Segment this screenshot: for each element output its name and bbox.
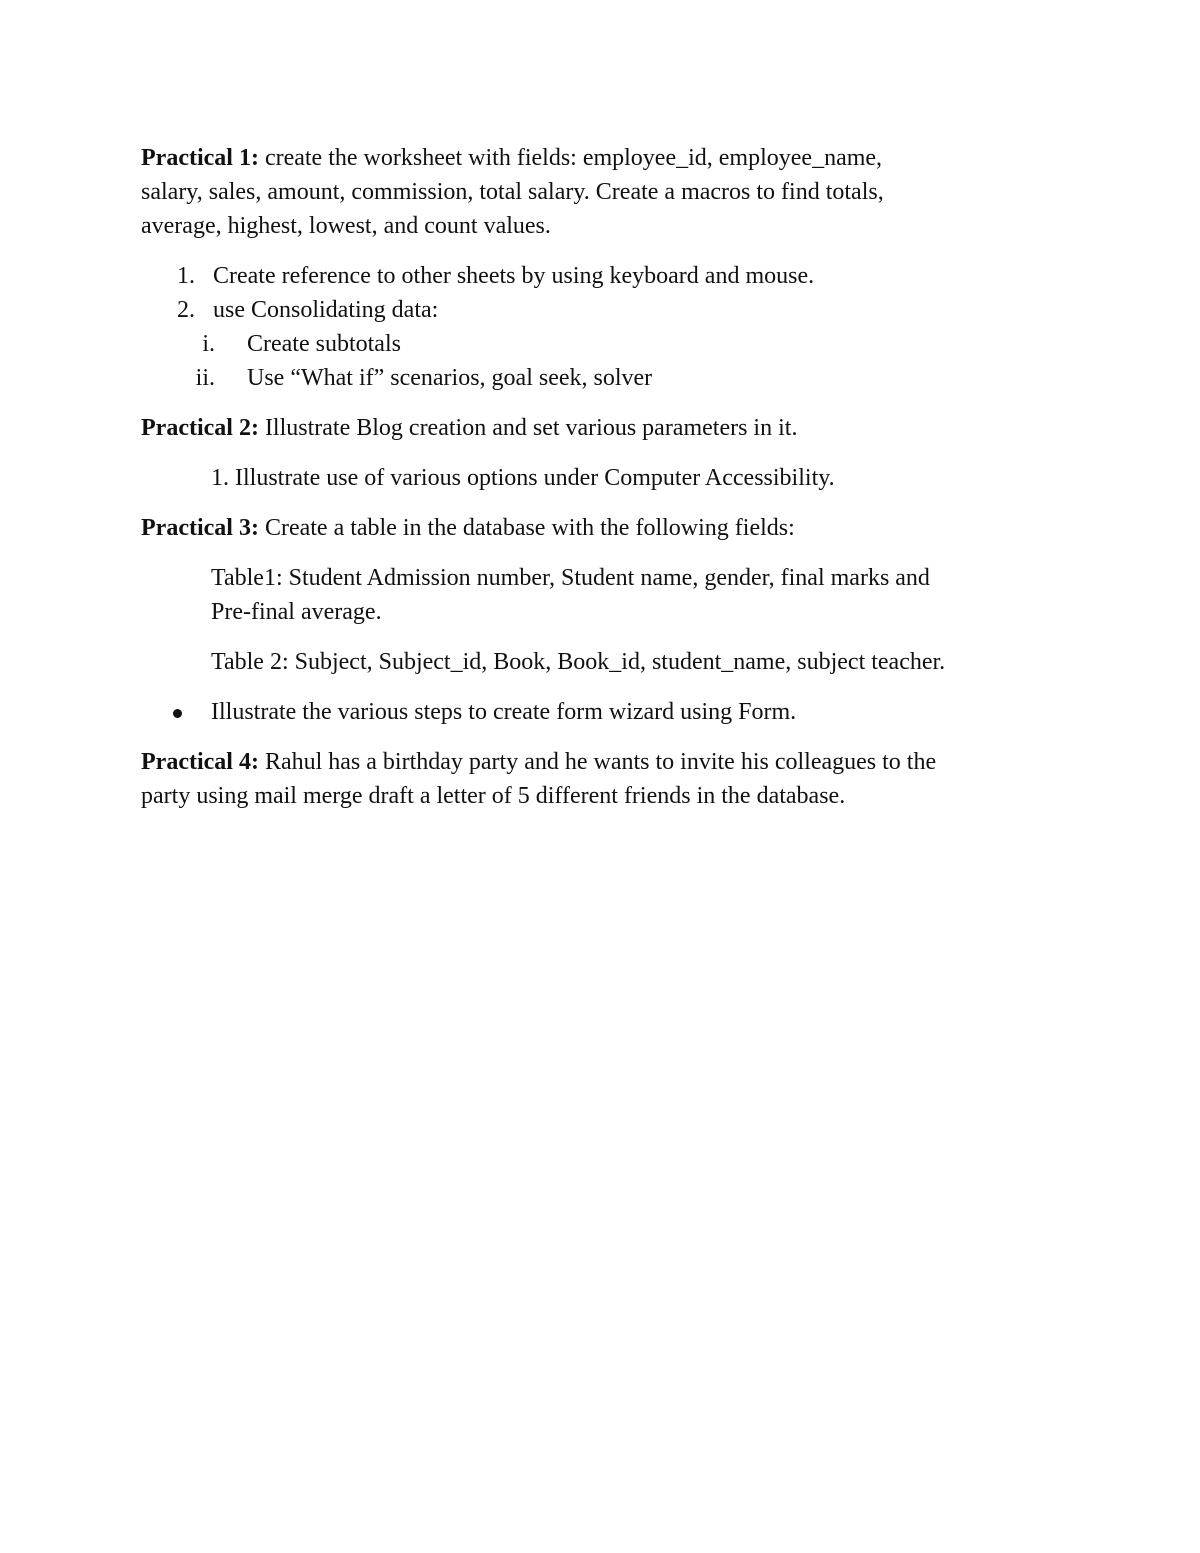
practical-1-line-2: salary, sales, amount, commission, total salary. Create a macros to find totals, [141, 179, 884, 205]
table-1-line-2: Pre-final average. [211, 599, 382, 625]
practical-4-line-2: party using mail merge draft a letter of 5 different friends in the database. [141, 783, 846, 809]
sub-list-item-number: i. [202, 331, 215, 357]
practical-1-list [141, 259, 1061, 395]
list-item-text: Create reference to other sheets by using keyboard and mouse. [213, 263, 815, 289]
practical-3-table-1 [141, 561, 1061, 629]
practical-1 [141, 141, 1061, 243]
practical-2-item-text: 1. Illustrate use of various options under Computer Accessibility. [211, 465, 835, 491]
document-content [141, 141, 1061, 829]
practical-4 [141, 745, 1061, 813]
practical-4-text-1: Rahul has a birthday party and he wants to invite his colleagues to the [264, 749, 937, 775]
table-2-line: Table 2: Subject, Subject_id, Book, Book_id, student_name, subject teacher. [211, 649, 946, 675]
practical-3-bullet [141, 695, 1061, 729]
practical-3 [141, 511, 1061, 545]
practical-1-line-3: average, highest, lowest, and count values. [141, 213, 551, 239]
practical-2-line [141, 411, 1061, 445]
practical-3-text: Create a table in the database with the following fields: [264, 515, 795, 541]
bullet-text: Illustrate the various steps to create form wizard using Form. [211, 699, 797, 725]
practical-2-item [141, 461, 1061, 495]
practical-4-line-1 [141, 745, 1061, 779]
practical-1-text-1: create the worksheet with fields: employee_id, employee_name, [264, 145, 883, 171]
sub-list-item-text: Create subtotals [247, 331, 401, 357]
bullet-icon [173, 709, 182, 718]
sub-list-item-text: Use “What if” scenarios, goal seek, solver [247, 365, 653, 391]
list-item [141, 259, 1061, 293]
practical-2 [141, 411, 1061, 445]
practical-3-line [141, 511, 1061, 545]
table-1-line-1: Table1: Student Admission number, Student name, gender, final marks and [211, 565, 930, 591]
sub-list-item [141, 327, 1061, 361]
practical-1-label: Practical 1: [141, 145, 259, 171]
sub-list-item [141, 361, 1061, 395]
practical-3-table-2 [141, 645, 1061, 679]
sub-list-item-number: ii. [195, 365, 215, 391]
list-item-number: 1. [177, 263, 195, 289]
practical-2-text: Illustrate Blog creation and set various parameters in it. [264, 415, 798, 441]
practical-3-label: Practical 3: [141, 515, 259, 541]
practical-1-line-1 [141, 141, 1061, 175]
list-item-text: use Consolidating data: [213, 297, 439, 323]
list-item [141, 293, 1061, 327]
practical-2-label: Practical 2: [141, 415, 259, 441]
list-item-number: 2. [177, 297, 195, 323]
practical-4-label: Practical 4: [141, 749, 259, 775]
